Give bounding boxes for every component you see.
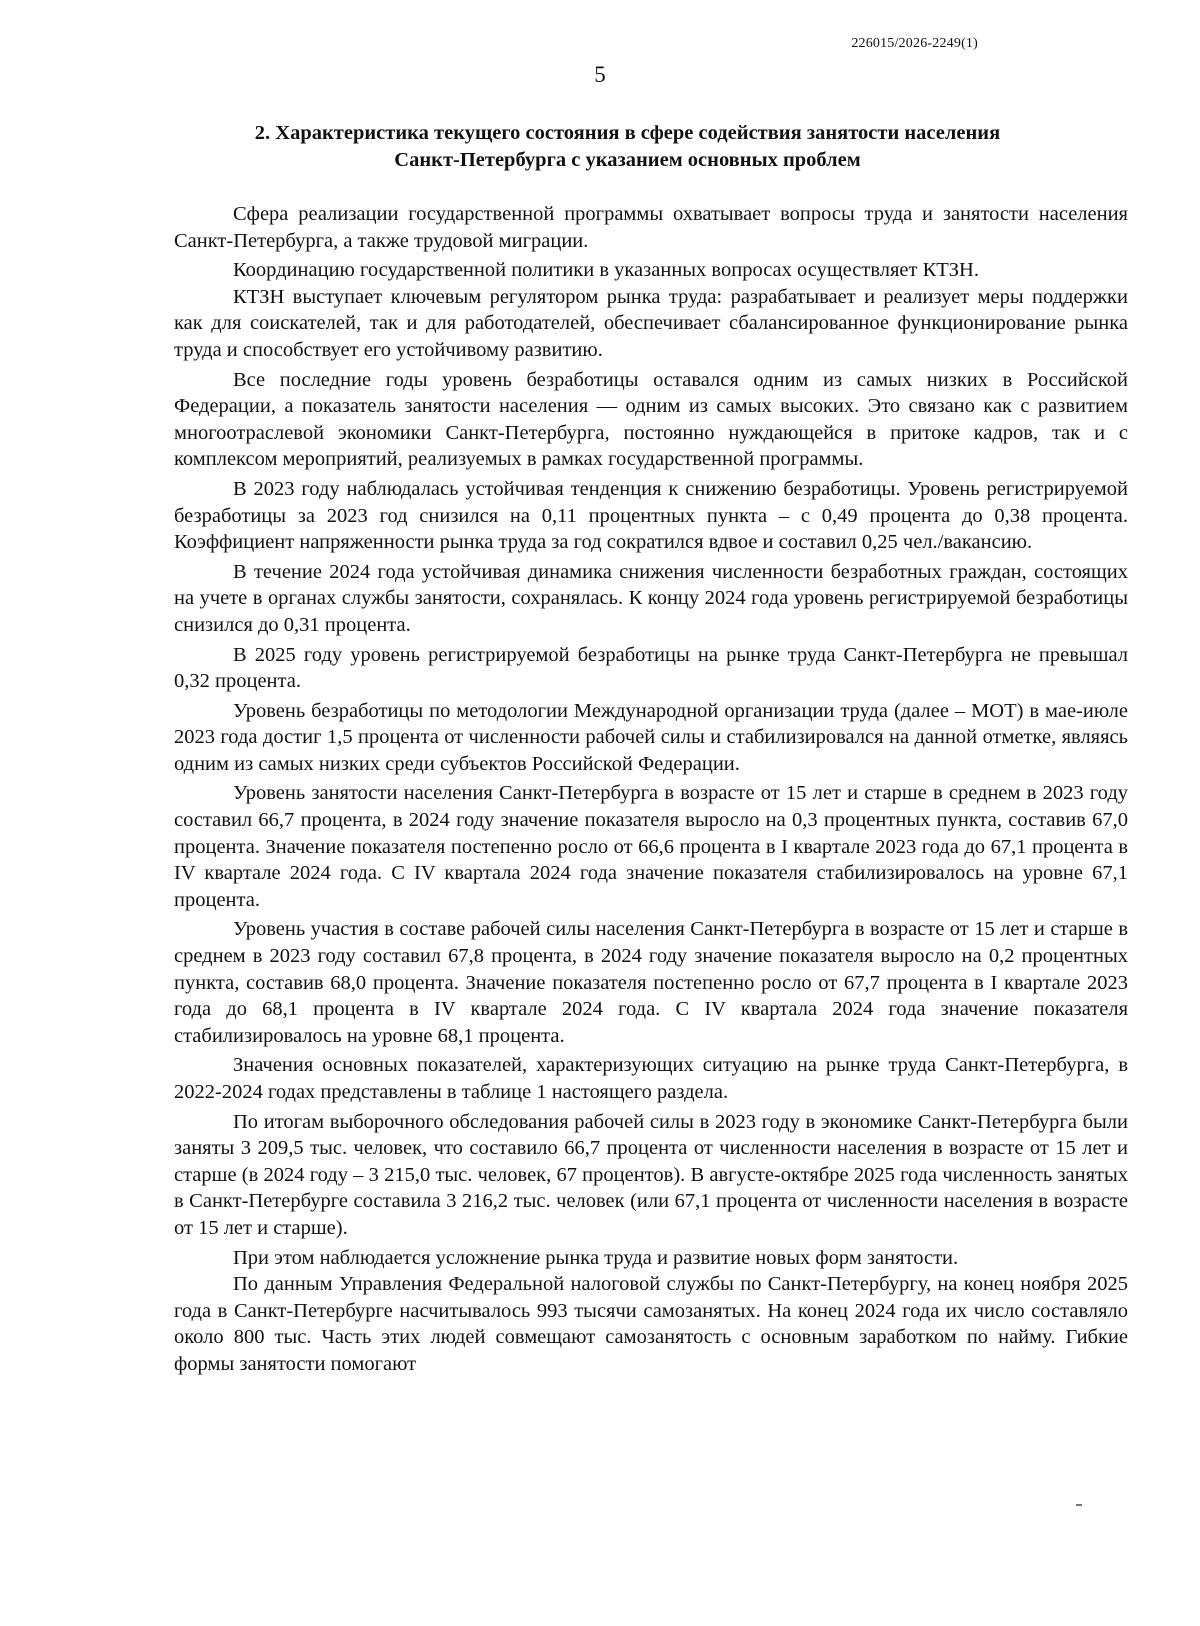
paragraph: В 2023 году наблюдалась устойчивая тенденция к снижению безработицы. Уровень регистрируемой безработицы за 2023 год снизился на 0,11 процентных пункта – с 0,49 процента до 0,38 процента. Коэффициент напряженности рынка труда за год сократился вдвое и составил 0,25 чел./вакансию.: [174, 477, 1128, 554]
paragraph: По итогам выборочного обследования рабочей силы в 2023 году в экономике Санкт-Петербурга были заняты 3 209,5 тыс. человек, что составило 66,7 процента от численности населения в возрасте от 15 лет и старше (в 2024 году – 3 215,0 тыс. человек, 67 процентов). В августе-октябре 2025 года численность занятых в Санкт-Петербурге составила 3 216,2 тыс. человек (или 67,1 процента от численности населения в возрасте от 15 лет и старше).: [174, 1110, 1128, 1239]
section-title-line-1: 2. Характеристика текущего состояния в сфере содействия занятости населения: [254, 122, 1001, 144]
paragraph: Координацию государственной политики в указанных вопросах осуществляет КТЗН.: [233, 259, 979, 282]
paragraph: Сфера реализации государственной программы охватывает вопросы труда и занятости населения Санкт-Петербурга, а также трудовой миграции.: [174, 203, 1128, 252]
paragraph: Уровень участия в составе рабочей силы населения Санкт-Петербурга в возрасте от 15 лет и старше в среднем в 2023 году составил 67,8 процента, в 2024 году значение показателя выросло на 0,2 процентных пункта, составив 68,0 процента. Значение показателя постепенно росло от 67,7 процента в I квартале 2023 года до 68,1 процента в IV квартале 2024 года. С IV квартала 2024 года значение показателя стабилизировалось на уровне 68,1 процента.: [174, 918, 1128, 1047]
paragraph: Уровень безработицы по методологии Международной организации труда (далее – МОТ) в мае-июле 2023 года достиг 1,5 процента от численности рабочей силы и стабилизировался на данной отметке, являясь одним из самых низких среди субъектов Российской Федерации.: [174, 699, 1128, 775]
paragraph: КТЗН выступает ключевым регулятором рынка труда: разрабатывает и реализует меры поддержки как для соискателей, так и для работодателей, обеспечивает сбалансированное функционирование рынка труда и способствует его устойчивому развитию.: [174, 285, 1128, 361]
paragraph: В течение 2024 года устойчивая динамика снижения численности безработных граждан, состоящих на учете в органах службы занятости, сохранялась. К концу 2024 года уровень регистрируемой безработицы снизился до 0,31 процента.: [174, 560, 1128, 636]
paragraph: В 2025 году уровень регистрируемой безработицы на рынке труда Санкт-Петербурга не превышал 0,32 процента.: [174, 643, 1128, 693]
paragraph: Уровень занятости населения Санкт-Петербурга в возрасте от 15 лет и старше в среднем в 2023 году составил 66,7 процента, в 2024 году значение показателя выросло на 0,3 процентных пункта, составив 67,0 процента. Значение показателя постепенно росло от 66,6 процента в I квартале 2023 года до 67,1 процента в IV квартале 2024 года. С IV квартала 2024 года значение показателя стабилизировалось на уровне 67,1 процента.: [174, 782, 1128, 911]
page-number: 5: [594, 62, 606, 87]
paragraph: По данным Управления Федеральной налоговой службы по Санкт-Петербургу, на конец ноября 2025 года в Санкт-Петербурге насчитывалось 993 тысячи самозанятых. На конец 2024 года их число составляло около 800 тыс. Часть этих людей совмещают самозанятость с основным заработком по найму. Гибкие формы занятости помогают: [174, 1273, 1128, 1375]
scan-speck: [1076, 1504, 1082, 1506]
section-title: [150, 120, 1105, 174]
document-id: 226015/2026-2249(1): [851, 36, 978, 51]
section-title-line-2: Санкт-Петербурга с указанием основных проблем: [394, 149, 861, 171]
paragraph: Значения основных показателей, характеризующих ситуацию на рынке труда Санкт-Петербурга, в 2022-2024 годах представлены в таблице 1 настоящего раздела.: [174, 1054, 1128, 1103]
body-text: [174, 201, 1128, 1381]
paragraph: Все последние годы уровень безработицы оставался одним из самых низких в Российской Федерации, а показатель занятости населения — одним из самых высоких. Это связано как с развитием многоотраслевой экономики Санкт-Петербурга, постоянно нуждающейся в притоке кадров, так и с комплексом мероприятий, реализуемых в рамках государственной программы.: [174, 368, 1128, 471]
paragraph: При этом наблюдается усложнение рынка труда и развитие новых форм занятости.: [233, 1246, 959, 1269]
